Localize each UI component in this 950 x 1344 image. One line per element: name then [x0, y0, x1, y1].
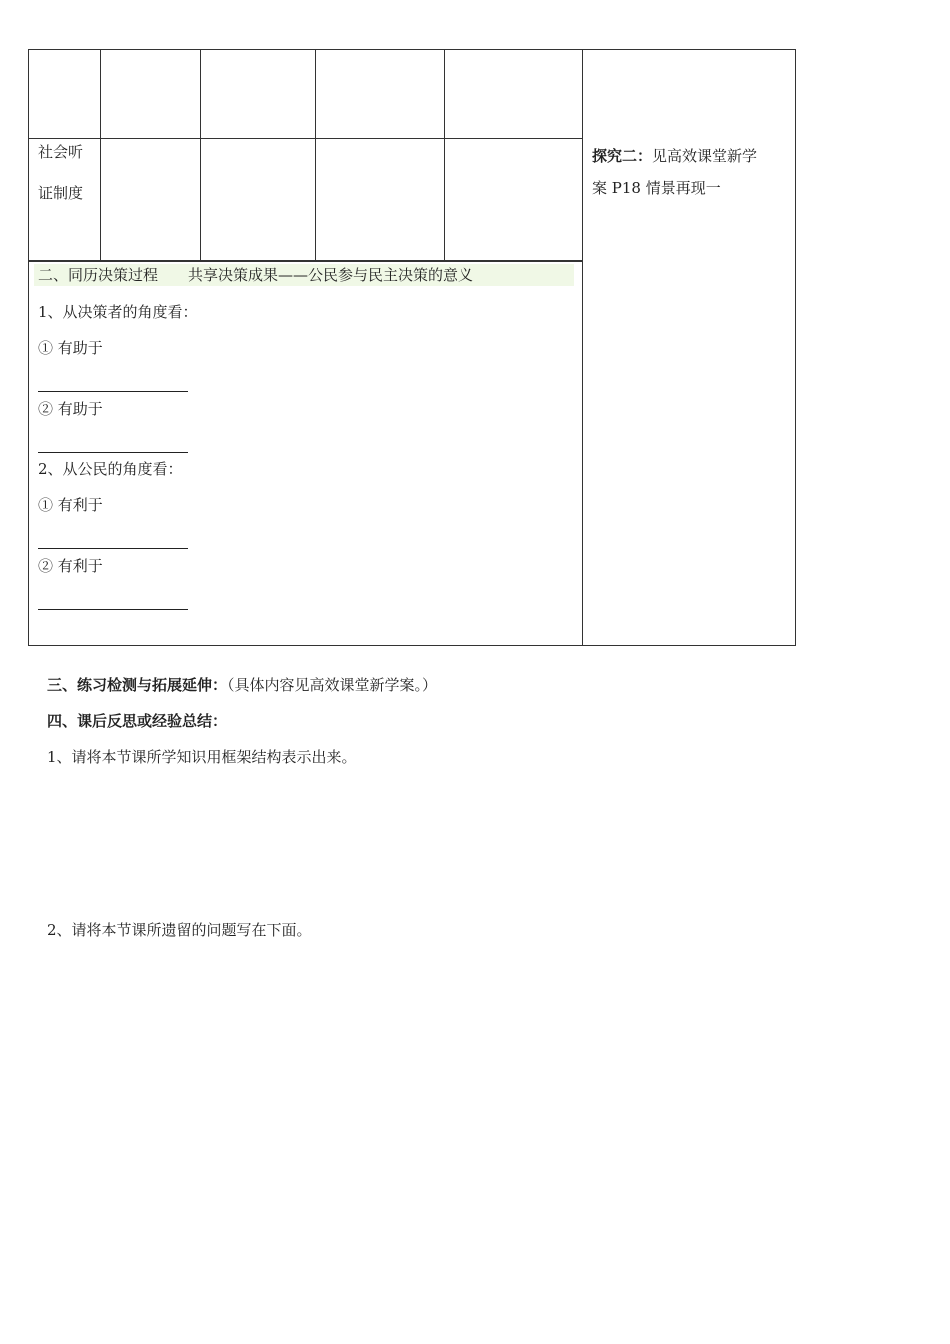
row-label-line1: 社会听	[38, 143, 84, 161]
section4-item1: 1、请将本节课所学知识用框架结构表示出来。	[47, 748, 357, 766]
citizen-item1: ① 有利于	[38, 496, 103, 514]
grid-col-1	[100, 49, 101, 261]
grid-row-1	[28, 138, 583, 139]
section2-heading: 二、同历决策过程 共享决策成果——公民参与民主决策的意义	[38, 266, 474, 284]
explore-two-text: 见高效课堂新学	[652, 147, 758, 165]
decision-maker-heading: 1、从决策者的角度看：	[38, 303, 198, 321]
table-border-top	[28, 49, 796, 50]
section3-title-bold: 三、练习检测与拓展延伸：	[47, 676, 228, 694]
row-label-line2: 证制度	[38, 184, 84, 202]
explore-two-line1	[592, 146, 757, 166]
citizen-heading: 2、从公民的角度看：	[38, 460, 183, 478]
section3-title	[47, 675, 437, 695]
table-border-bottom	[28, 645, 796, 646]
section4-title: 四、课后反思或经验总结：	[47, 712, 228, 730]
grid-col-2	[200, 49, 201, 261]
citizen-item2: ② 有利于	[38, 557, 103, 575]
grid-col-3	[315, 49, 316, 261]
answer-blank[interactable]	[38, 548, 188, 549]
answer-blank[interactable]	[38, 609, 188, 610]
decision-maker-item2: ② 有助于	[38, 400, 103, 418]
section3-note: （具体内容见高效课堂新学案。）	[227, 676, 438, 694]
explore-two-line2: 案 P18 情景再现一	[592, 179, 721, 197]
explore-two-label: 探究二：	[592, 147, 653, 165]
grid-row-2	[28, 260, 583, 262]
answer-blank[interactable]	[38, 452, 188, 453]
grid-col-4	[444, 49, 445, 261]
answer-blank[interactable]	[38, 391, 188, 392]
section4-item2: 2、请将本节课所遗留的问题写在下面。	[47, 921, 312, 939]
table-border-right	[795, 49, 796, 646]
decision-maker-item1: ① 有助于	[38, 339, 103, 357]
